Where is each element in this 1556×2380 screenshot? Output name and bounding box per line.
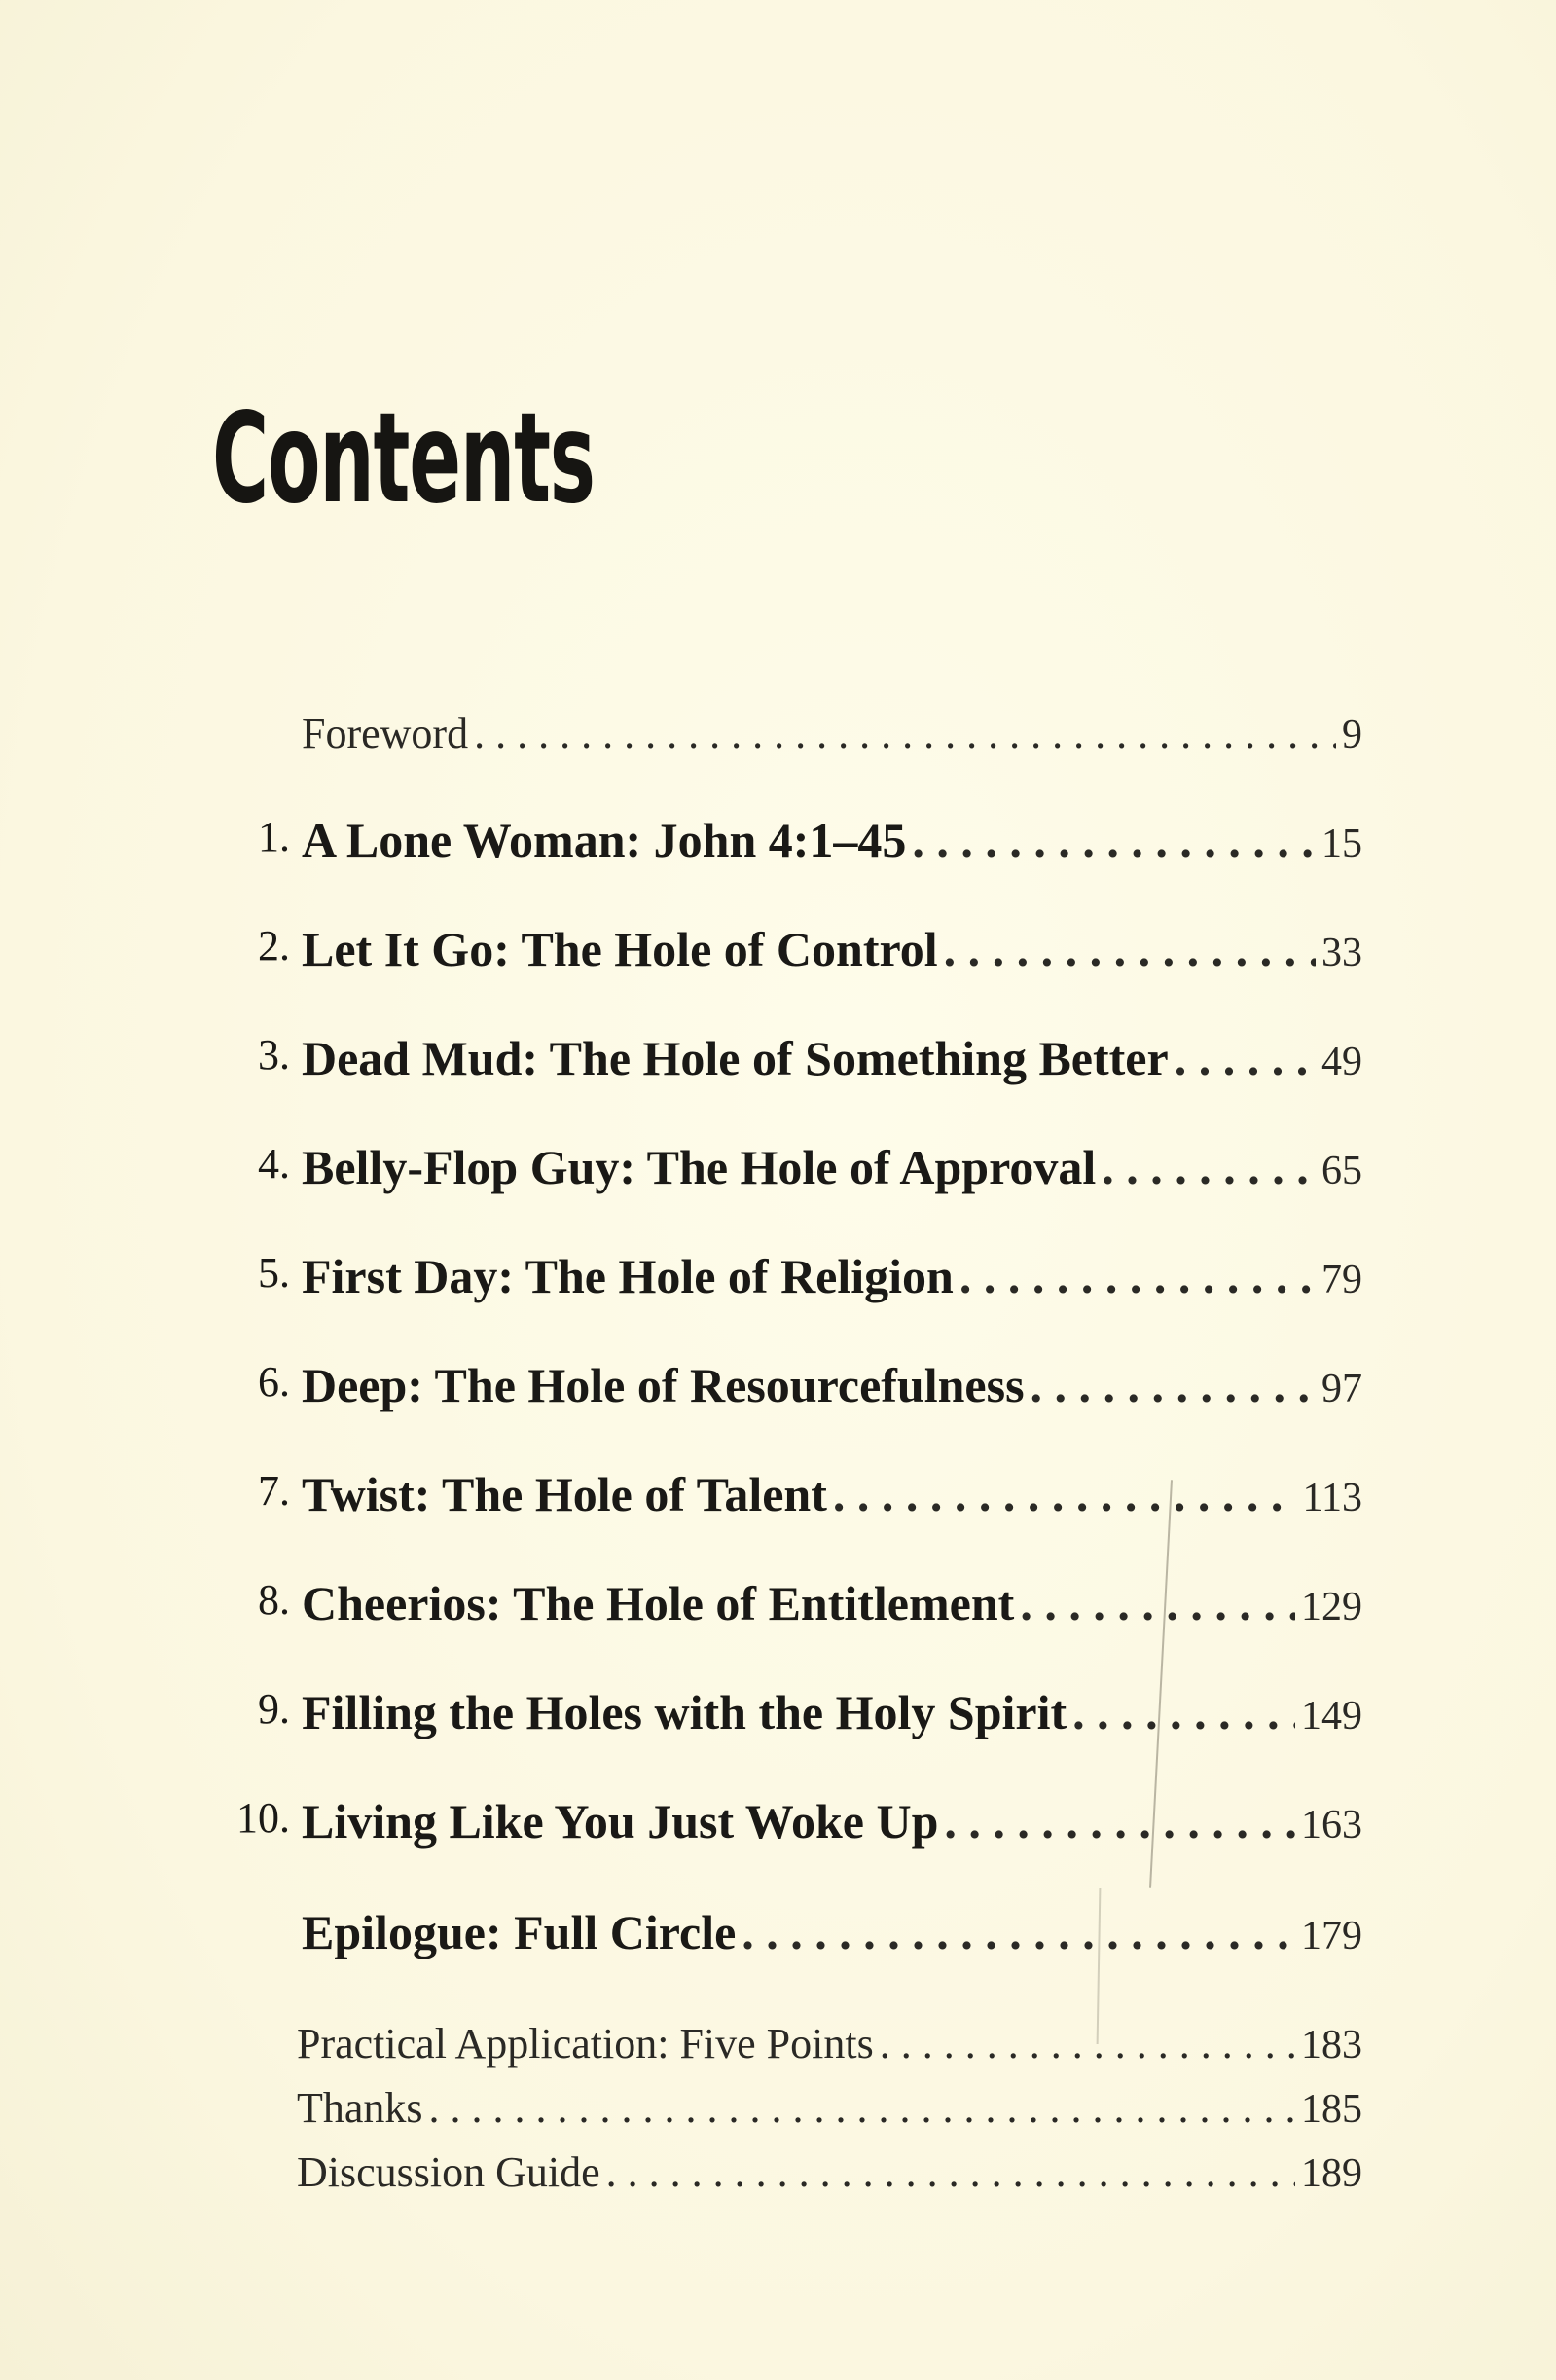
toc-entry-chapter-6 <box>258 1357 1362 1413</box>
dot-leader <box>944 1793 1295 1849</box>
toc-entry-title: Twist: The Hole of Talent <box>302 1467 827 1521</box>
toc-entry-title: Filling the Holes with the Holy Spirit <box>302 1685 1067 1739</box>
toc-entry-page: 185 <box>1301 2087 1362 2132</box>
toc-entry-title: Let It Go: The Hole of Control <box>302 922 938 976</box>
toc-entry-practical-application <box>297 2019 1362 2069</box>
toc-entry-title: Living Like You Just Woke Up <box>302 1794 939 1849</box>
toc-entry-title: Foreword <box>302 710 469 757</box>
toc-entry-page: 15 <box>1321 822 1362 866</box>
toc-entry-page: 149 <box>1301 1694 1362 1739</box>
toc-entry-title: Discussion Guide <box>297 2148 600 2196</box>
chapter-number: 9. <box>258 1685 290 1733</box>
toc-entry-title: Epilogue: Full Circle <box>302 1905 737 1959</box>
toc-entry-title: Practical Application: Five Points <box>297 2020 874 2068</box>
toc-entry-title: First Day: The Hole of Religion <box>302 1249 954 1303</box>
dot-leader <box>880 2019 1295 2069</box>
toc-entry-title: Belly-Flop Guy: The Hole of Approval <box>302 1140 1097 1194</box>
dot-leader <box>1020 1575 1295 1631</box>
toc-entry-page: 49 <box>1321 1040 1362 1084</box>
dot-leader <box>429 2083 1295 2133</box>
toc-entry-discussion-guide <box>297 2147 1362 2197</box>
page-title: Contents <box>212 386 595 531</box>
dot-leader <box>1175 1030 1316 1086</box>
chapter-number: 1. <box>258 813 290 860</box>
dot-leader <box>944 921 1316 977</box>
toc-entry-page: 79 <box>1321 1258 1362 1302</box>
toc-entry-chapter-1 <box>258 812 1362 868</box>
dot-leader <box>474 709 1336 758</box>
dot-leader <box>833 1466 1297 1522</box>
chapter-number: 2. <box>258 922 290 970</box>
toc-entry-chapter-5 <box>258 1248 1362 1304</box>
toc-entry-page: 183 <box>1301 2023 1362 2068</box>
chapter-number: 7. <box>258 1467 290 1515</box>
chapter-number: 3. <box>258 1031 290 1079</box>
toc-entry-page: 33 <box>1321 931 1362 975</box>
chapter-number: 6. <box>258 1358 290 1406</box>
toc-entry-epilogue <box>302 1904 1362 1960</box>
chapter-number: 5. <box>258 1249 290 1297</box>
toc-entry-page: 9 <box>1342 713 1362 757</box>
dot-leader <box>912 812 1316 868</box>
toc-entry-title: Deep: The Hole of Resourcefulness <box>302 1358 1025 1412</box>
dot-leader <box>1031 1357 1316 1413</box>
toc-entry-page: 97 <box>1321 1367 1362 1411</box>
dot-leader <box>1102 1139 1316 1195</box>
toc-entry-page: 179 <box>1301 1914 1362 1959</box>
toc-entry-chapter-10 <box>236 1793 1362 1849</box>
toc-entry-page: 189 <box>1301 2151 1362 2196</box>
toc-entry-chapter-8 <box>258 1575 1362 1631</box>
toc-entry-thanks <box>297 2083 1362 2133</box>
toc-entry-title: Thanks <box>297 2084 423 2132</box>
toc-entry-title: A Lone Woman: John 4:1–45 <box>302 813 907 867</box>
toc-entry-chapter-2 <box>258 921 1362 977</box>
chapter-number: 8. <box>258 1576 290 1624</box>
chapter-number: 4. <box>258 1140 290 1188</box>
dot-leader <box>1072 1684 1295 1740</box>
toc-entry-chapter-3 <box>258 1030 1362 1086</box>
toc-entry-page: 65 <box>1321 1149 1362 1193</box>
toc-entry-chapter-4 <box>258 1139 1362 1195</box>
dot-leader <box>959 1248 1316 1304</box>
toc-entry-foreword <box>302 709 1362 758</box>
chapter-number: 10. <box>236 1794 290 1842</box>
toc-entry-page: 113 <box>1302 1476 1362 1520</box>
toc-entry-chapter-9 <box>258 1684 1362 1740</box>
toc-entry-page: 163 <box>1301 1803 1362 1848</box>
toc-entry-chapter-7 <box>258 1466 1362 1522</box>
toc-entry-title: Dead Mud: The Hole of Something Better <box>302 1031 1169 1085</box>
dot-leader <box>742 1904 1295 1960</box>
dot-leader <box>606 2147 1295 2197</box>
toc-entry-title: Cheerios: The Hole of Entitlement <box>302 1576 1015 1630</box>
toc-entry-page: 129 <box>1301 1585 1362 1629</box>
